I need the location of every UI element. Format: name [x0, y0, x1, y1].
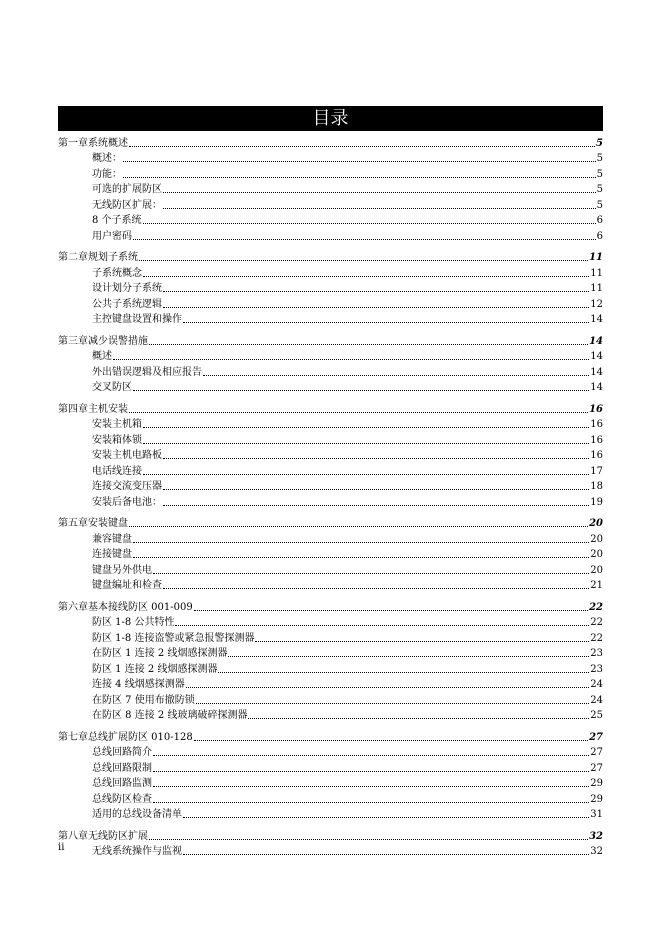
toc-section-entry[interactable] — [58, 196, 603, 212]
dot-leader — [194, 609, 588, 611]
page-number: ii — [58, 842, 65, 853]
toc-chapter-entry-page: 16 — [589, 403, 603, 415]
toc-section-entry[interactable] — [58, 843, 603, 859]
toc-section-entry[interactable] — [58, 280, 603, 296]
dot-leader — [143, 473, 589, 475]
toc-section-entry-page: 21 — [590, 580, 603, 591]
dot-leader — [133, 238, 596, 240]
toc-section-entry-page: 19 — [590, 496, 603, 508]
toc-section-entry[interactable] — [58, 806, 603, 822]
toc-section-entry[interactable] — [58, 645, 603, 661]
toc-section-entry-label: 在防区 7 使用布撤防锁 — [92, 694, 195, 706]
toc-section-entry-label: 防区 1-8 连接盗警或紧急报警探测器 — [92, 632, 255, 644]
table-of-contents — [58, 134, 603, 858]
toc-section-entry-label: 主控键盘设置和操作 — [92, 314, 182, 325]
toc-section-entry[interactable] — [58, 561, 603, 577]
toc-section-entry[interactable] — [58, 676, 603, 692]
dot-leader — [163, 587, 589, 589]
dot-leader — [163, 191, 596, 193]
dot-leader — [153, 770, 589, 772]
toc-section-entry-page: 14 — [590, 351, 603, 362]
dot-leader — [143, 275, 589, 277]
toc-section-entry-page: 16 — [590, 450, 603, 461]
toc-section-entry-page: 24 — [590, 694, 603, 706]
toc-chapter-entry-page: 14 — [589, 335, 603, 347]
toc-section-entry-label: 安装后备电池： — [92, 496, 162, 508]
dot-leader — [228, 655, 589, 657]
toc-chapter-entry[interactable] — [58, 332, 603, 348]
toc-section-entry-page: 23 — [590, 663, 603, 675]
dot-leader — [163, 504, 589, 506]
dot-leader — [183, 321, 589, 323]
toc-section-entry-label: 防区 1 连接 2 线烟感探测器 — [92, 663, 218, 675]
toc-section-entry[interactable] — [58, 744, 603, 760]
toc-section-entry-page: 12 — [590, 298, 603, 310]
dot-leader — [123, 176, 596, 178]
toc-section-entry-label: 总线防区检查 — [92, 793, 152, 805]
toc-chapter — [58, 728, 603, 821]
toc-section-entry[interactable] — [58, 181, 603, 197]
toc-section-entry[interactable] — [58, 212, 603, 228]
toc-chapter-entry-page: 20 — [589, 518, 603, 529]
toc-section-entry-page: 5 — [596, 168, 603, 180]
toc-section-entry-label: 兼容键盘 — [92, 533, 132, 545]
toc-section-entry[interactable] — [58, 363, 603, 379]
dot-leader — [153, 754, 589, 756]
toc-section-entry[interactable] — [58, 150, 603, 166]
toc-chapter-entry-page: 22 — [589, 601, 603, 613]
dot-leader — [133, 541, 589, 543]
dot-leader — [133, 556, 589, 558]
toc-chapter-entry-label: 第一章系统概述 — [58, 137, 128, 149]
toc-chapter-entry[interactable] — [58, 728, 603, 744]
toc-section-entry-page: 25 — [590, 710, 603, 721]
toc-section-entry-label: 连接键盘 — [92, 549, 132, 560]
toc-chapter — [58, 827, 603, 858]
toc-section-entry-page: 14 — [590, 314, 603, 325]
dot-leader — [129, 525, 588, 527]
toc-section-entry-page: 20 — [590, 549, 603, 560]
dot-leader — [163, 457, 589, 459]
dot-leader — [143, 222, 596, 224]
toc-chapter-entry-page: 27 — [589, 731, 603, 743]
toc-section-entry-label: 安装主机电路板 — [92, 450, 162, 461]
toc-section-entry-label: 总线回路限制 — [92, 762, 152, 774]
toc-chapter-entry-label: 第八章无线防区扩展 — [58, 830, 148, 842]
toc-section-entry-page: 32 — [590, 846, 603, 857]
toc-section-entry[interactable] — [58, 759, 603, 775]
toc-section-entry[interactable] — [58, 462, 603, 478]
toc-chapter-entry-label: 第三章减少误警措施 — [58, 335, 148, 347]
toc-chapter-entry-page: 11 — [589, 252, 603, 263]
toc-chapter — [58, 400, 603, 509]
dot-leader — [113, 358, 589, 360]
toc-section-entry[interactable] — [58, 447, 603, 463]
toc-section-entry-label: 安装主机箱 — [92, 419, 142, 430]
toc-section-entry-label: 可选的扩展防区 — [92, 184, 162, 195]
dot-leader — [186, 686, 590, 688]
toc-section-entry-label: 概述： — [92, 153, 122, 164]
dot-leader — [149, 343, 588, 345]
toc-chapter-entry[interactable] — [58, 134, 603, 150]
toc-section-entry[interactable] — [58, 691, 603, 707]
toc-section-entry-page: 5 — [596, 199, 603, 211]
dot-leader — [194, 739, 588, 741]
toc-section-entry-page: 16 — [590, 419, 603, 430]
toc-section-entry-page: 6 — [596, 230, 603, 242]
dot-leader — [123, 160, 596, 162]
dot-leader — [163, 207, 596, 209]
toc-section-entry-page: 20 — [590, 564, 603, 576]
dot-leader — [183, 853, 589, 855]
toc-section-entry[interactable] — [58, 348, 603, 364]
dot-leader — [163, 290, 589, 292]
dot-leader — [143, 442, 589, 444]
toc-section-entry-label: 子系统概念 — [92, 267, 142, 279]
toc-section-entry-label: 无线系统操作与监视 — [92, 846, 182, 857]
dot-leader — [183, 816, 589, 818]
toc-chapter — [58, 598, 603, 722]
toc-section-entry-label: 设计划分子系统 — [92, 283, 162, 294]
toc-section-entry[interactable] — [58, 577, 603, 593]
toc-section-entry-label: 用户密码 — [92, 230, 132, 242]
toc-chapter-entry-label: 第四章主机安装 — [58, 403, 128, 415]
toc-section-entry-label: 概述 — [92, 351, 112, 362]
toc-section-entry[interactable] — [58, 431, 603, 447]
toc-section-entry[interactable] — [58, 775, 603, 791]
toc-section-entry-label: 安装箱体锁 — [92, 434, 142, 446]
toc-section-entry-label: 公共子系统逻辑 — [92, 298, 162, 310]
dot-leader — [248, 717, 589, 719]
dot-leader — [163, 488, 589, 490]
toc-chapter — [58, 249, 603, 327]
toc-section-entry[interactable] — [58, 478, 603, 494]
toc-section-entry-page: 22 — [590, 632, 603, 644]
toc-chapter-entry[interactable] — [58, 515, 603, 531]
toc-section-entry-label: 总线回路监测 — [92, 778, 152, 789]
dot-leader — [175, 624, 589, 626]
toc-section-entry[interactable] — [58, 707, 603, 723]
toc-section-entry[interactable] — [58, 493, 603, 509]
toc-section-entry-label: 外出错误逻辑及相应报告 — [92, 366, 202, 378]
toc-chapter-entry[interactable] — [58, 249, 603, 265]
toc-chapter-entry-label: 第二章规划子系统 — [58, 252, 138, 263]
toc-chapter — [58, 332, 603, 394]
toc-chapter-entry-label: 第七章总线扩展防区 010-128 — [58, 731, 193, 743]
toc-section-entry-label: 在防区 1 连接 2 线烟感探测器 — [92, 648, 228, 659]
toc-section-entry-label: 无线防区扩展： — [92, 199, 162, 211]
toc-section-entry-page: 23 — [590, 648, 603, 659]
toc-section-entry-label: 连接 4 线烟感探测器 — [92, 679, 185, 690]
dot-leader — [143, 426, 589, 428]
toc-section-entry-label: 交叉防区 — [92, 382, 132, 393]
toc-chapter-entry-page: 32 — [589, 830, 603, 842]
toc-section-entry[interactable] — [58, 311, 603, 327]
dot-leader — [255, 640, 589, 642]
dot-leader — [196, 702, 590, 704]
toc-section-entry-label: 防区 1-8 公共特性 — [92, 617, 175, 628]
toc-chapter-entry[interactable] — [58, 598, 603, 614]
toc-section-entry[interactable] — [58, 295, 603, 311]
toc-section-entry[interactable] — [58, 614, 603, 630]
dot-leader — [218, 671, 589, 673]
toc-section-entry[interactable] — [58, 530, 603, 546]
toc-section-entry-label: 键盘另外供电 — [92, 564, 152, 576]
toc-chapter — [58, 515, 603, 593]
toc-chapter-entry-label: 第五章安装键盘 — [58, 518, 128, 529]
toc-section-entry-label: 总线回路简介 — [92, 747, 152, 758]
toc-section-entry-label: 电话线连接 — [92, 465, 142, 477]
toc-section-entry-page: 31 — [590, 809, 603, 820]
toc-section-entry-page: 27 — [590, 762, 603, 774]
dot-leader — [149, 838, 588, 840]
toc-section-entry-page: 11 — [590, 267, 603, 279]
toc-section-entry-page: 22 — [590, 617, 603, 628]
toc-section-entry-label: 8 个子系统 — [92, 215, 142, 226]
toc-section-entry-page: 24 — [590, 679, 603, 690]
toc-section-entry-page: 11 — [590, 283, 603, 294]
toc-chapter-entry-label: 第六章基本接线防区 001-009 — [58, 601, 193, 613]
toc-section-entry-page: 29 — [590, 793, 603, 805]
toc-section-entry-page: 18 — [590, 481, 603, 492]
toc-section-entry-label: 连接交流变压器 — [92, 481, 162, 492]
dot-leader — [129, 411, 588, 413]
toc-section-entry[interactable] — [58, 264, 603, 280]
toc-section-entry-page: 5 — [596, 184, 603, 195]
toc-section-entry[interactable] — [58, 546, 603, 562]
toc-section-entry-page: 14 — [590, 382, 603, 393]
toc-section-entry[interactable] — [58, 416, 603, 432]
toc-section-entry-page: 6 — [596, 215, 603, 226]
dot-leader — [139, 259, 588, 261]
toc-section-entry[interactable] — [58, 227, 603, 243]
dot-leader — [153, 801, 589, 803]
toc-section-entry-page: 14 — [590, 366, 603, 378]
dot-leader — [153, 572, 589, 574]
toc-section-entry[interactable] — [58, 660, 603, 676]
dot-leader — [129, 145, 595, 147]
toc-section-entry-label: 键盘编址和检查 — [92, 580, 162, 591]
toc-section-entry-page: 17 — [590, 465, 603, 477]
dot-leader — [163, 306, 589, 308]
toc-section-entry-page: 20 — [590, 533, 603, 545]
toc-section-entry-page: 29 — [590, 778, 603, 789]
toc-chapter-entry[interactable] — [58, 827, 603, 843]
toc-section-entry[interactable] — [58, 629, 603, 645]
toc-section-entry-page: 27 — [590, 747, 603, 758]
toc-title: 目录 — [58, 106, 603, 131]
toc-chapter-entry[interactable] — [58, 400, 603, 416]
dot-leader — [133, 389, 589, 391]
toc-section-entry-label: 适用的总线设备清单 — [92, 809, 182, 820]
toc-section-entry-page: 16 — [590, 434, 603, 446]
toc-section-entry-page: 5 — [596, 153, 603, 164]
toc-section-entry[interactable] — [58, 165, 603, 181]
toc-chapter — [58, 134, 603, 243]
toc-section-entry-label: 功能： — [92, 168, 122, 180]
toc-section-entry[interactable] — [58, 790, 603, 806]
toc-chapter-entry-page: 5 — [596, 137, 603, 149]
toc-section-entry-label: 在防区 8 连接 2 线玻璃破碎探测器 — [92, 710, 248, 721]
dot-leader — [153, 785, 589, 787]
dot-leader — [203, 374, 589, 376]
toc-section-entry[interactable] — [58, 379, 603, 395]
